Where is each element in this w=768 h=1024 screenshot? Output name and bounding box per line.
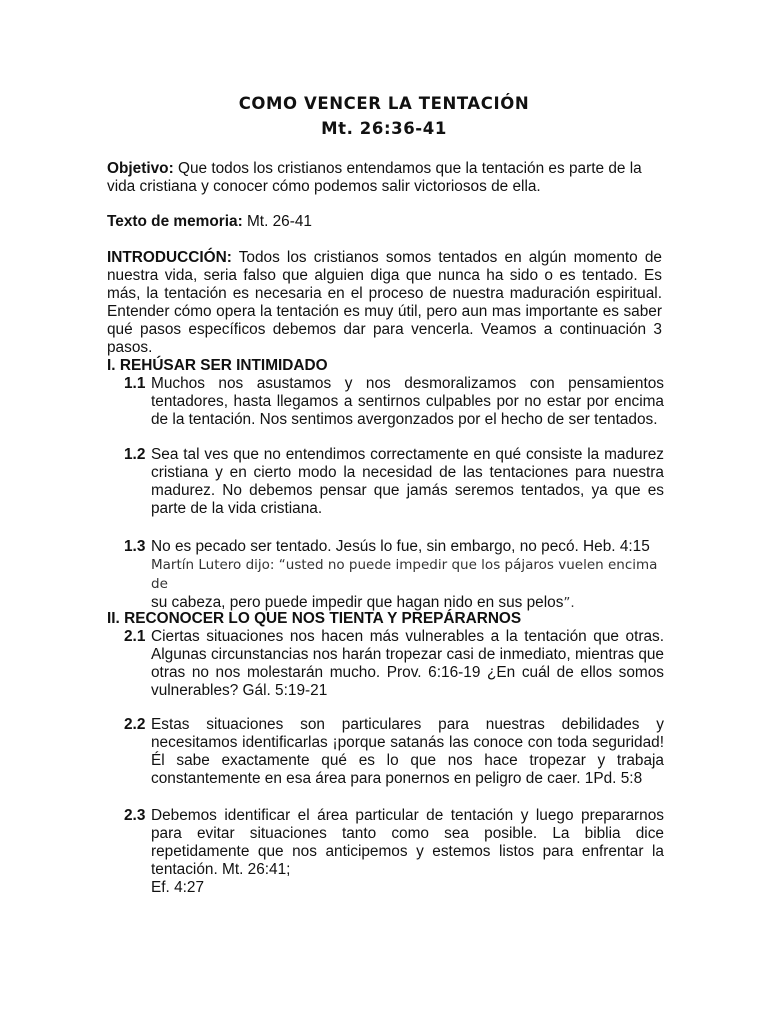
introduccion-text: Todos los cristianos somos tentados en algún momento de nuestra vida, seria falso que alguien diga que nunca ha sido o es tentado. Es más, la tentación es necesaria en el proceso de nuestra maduración espiritual. Entender cómo opera la tentación es muy útil, pero aun mas importante es saber qué pasos específicos debemos dar para vencerla. Veamos a continuación 3 pasos. [107,249,662,356]
document-subtitle-reference: Mt. 26:36-41 [321,119,447,138]
luther-quote-line: Martín Lutero dijo: “usted no puede impedir que los pájaros vuelen encima de [151,557,658,592]
item-text: Ciertas situaciones nos hacen más vulnerables a la tentación que otras. Algunas circunstancias nos harán tropezar casi de inmediato, mientras que otras no nos molestarán mucho. Prov. 6:16-19 ¿En cuál de ellos somos vulnerables? Gál. 5:19-21 [151,628,664,699]
list-item [124,375,664,429]
list-item [124,807,664,897]
item-number: 2.1 [124,628,146,645]
memoria-text: Mt. 26-41 [242,213,312,230]
objetivo-paragraph [107,160,662,196]
memoria-paragraph [107,213,662,231]
list-item [124,716,664,788]
document-title: COMO VENCER LA TENTACIÓN [238,94,530,113]
item-text: Estas situaciones son particulares para nuestras debilidades y necesitamos identificarlas ¡porque satanás las conoce con toda seguridad! Él sabe exactamente qué es lo que nos hace tropezar y trabaja constantemente en esa área para ponernos en peligro de caer. 1Pd. 5:8 [151,716,664,787]
item-number: 1.2 [124,446,146,463]
memoria-label: Texto de memoria: [107,213,243,230]
item-text: Debemos identificar el área particular de tentación y luego prepararnos para evitar situaciones tanto como sea posible. La biblia dice repetidamente que nos anticipemos y estemos listos para enfrentar la tentación. Mt. 26:41; [151,807,664,878]
item-text: Sea tal ves que no entendimos correctamente en qué consiste la madurez cristiana y en cierto modo la necesidad de las tentaciones para nuestra madurez. No debemos pensar que jamás seremos tentados, ya que es parte de la vida cristiana. [151,446,664,517]
list-item [124,538,664,612]
item-number: 2.2 [124,716,146,733]
list-item [124,628,664,700]
introduccion-label: INTRODUCCIÓN: [107,249,232,266]
item-text: No es pecado ser tentado. Jesús lo fue, sin embargo, no pecó. Heb. 4:15 [151,538,650,555]
item-text: Muchos nos asustamos y nos desmoralizamos con pensamientos tentadores, hasta llegamos a sentirnos culpables por no estar por encima de la tentación. Nos sentimos avergonzados por el hecho de ser tentados. [151,375,664,428]
section-heading-1: I. REHÚSAR SER INTIMIDADO [107,357,328,374]
introduccion-paragraph [107,249,662,357]
item-number: 1.1 [124,375,146,392]
list-item [124,446,664,518]
item-number: 2.3 [124,807,146,824]
objetivo-label: Objetivo: [107,160,174,177]
item-number: 1.3 [124,538,146,555]
luther-quote-continuation: su cabeza, pero puede impedir que hagan nido en sus pelos”. [151,594,575,611]
objetivo-text: Que todos los cristianos entendamos que la tentación es parte de la vida cristiana y conocer cómo podemos salir victoriosos de ella. [107,160,642,195]
section-heading-2: II. RECONOCER LO QUE NOS TIENTA Y PREPÁRARNOS [107,610,522,627]
item-text-reference: Ef. 4:27 [151,879,205,896]
